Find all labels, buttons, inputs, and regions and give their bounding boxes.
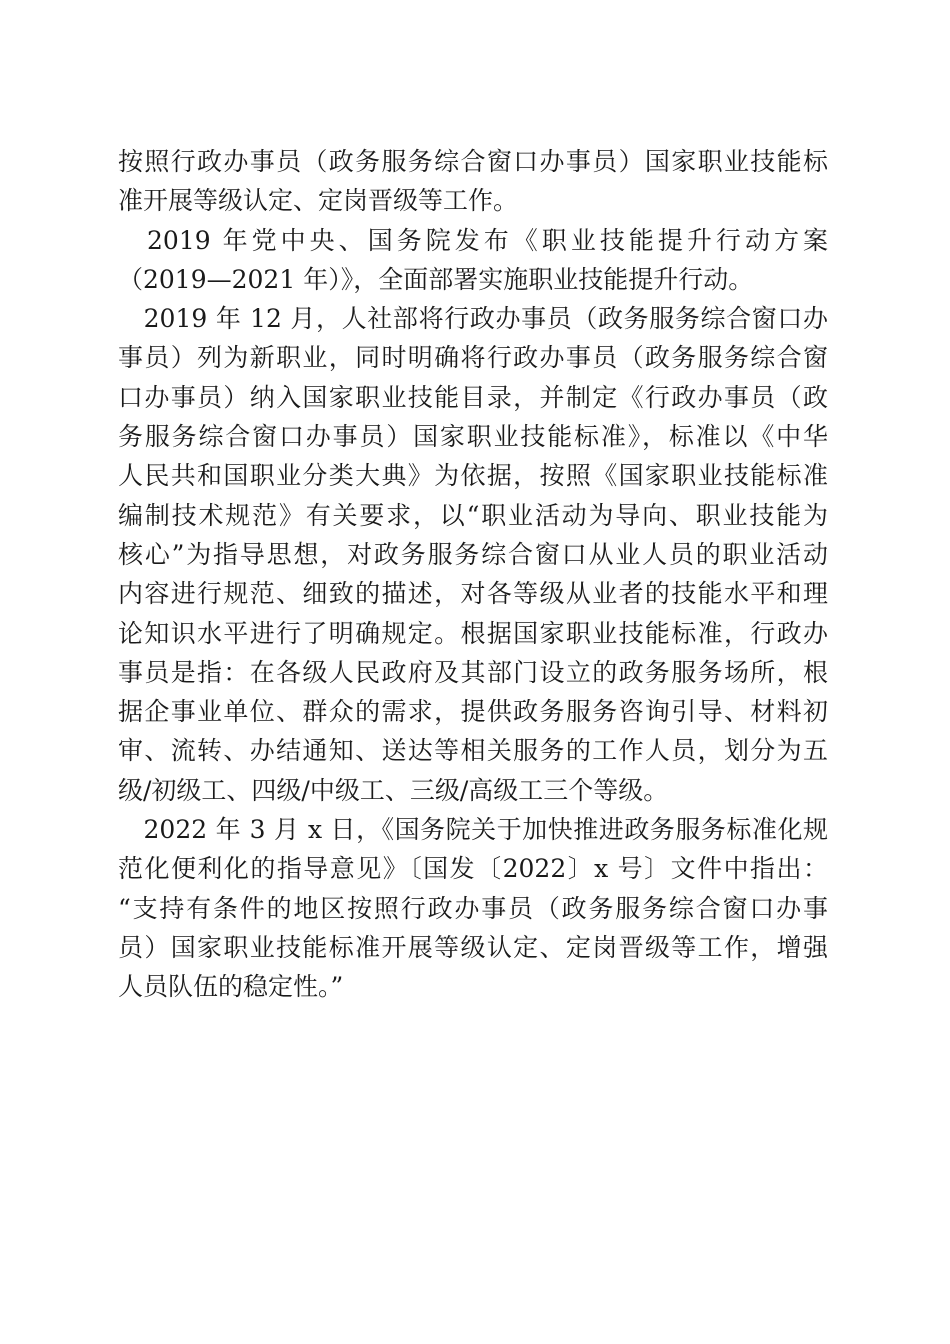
body-line: 人员队伍的稳定性。” xyxy=(118,972,344,1002)
document-body xyxy=(118,142,828,1007)
body-line: 人民共和国职业分类大典》为依据，按照《国家职业技能标准 xyxy=(118,461,828,491)
body-line: 务服务综合窗口办事员）国家职业技能标准》，标准以《中华 xyxy=(118,422,828,452)
body-line: 据企事业单位、群众的需求，提供政务服务咨询引导、材料初 xyxy=(118,697,828,727)
body-line: 员）国家职业技能标准开展等级认定、定岗晋级等工作，增强 xyxy=(118,932,828,962)
body-line: 内容进行规范、细致的描述，对各等级从业者的技能水平和理 xyxy=(118,579,828,609)
body-line: 事员）列为新职业，同时明确将行政办事员（政务服务综合窗 xyxy=(118,343,828,373)
body-line: 核心”为指导思想，对政务服务综合窗口从业人员的职业活动 xyxy=(118,539,828,569)
body-line: 2019 年党中央、国务院发布《职业技能提升行动方案 xyxy=(118,225,828,255)
body-line: 论知识水平进行了明确规定。根据国家职业技能标准，行政办 xyxy=(118,618,828,648)
body-line: 事员是指：在各级人民政府及其部门设立的政务服务场所，根 xyxy=(118,657,828,687)
body-line: 2022 年 3 月 x 日，《国务院关于加快推进政务服务标准化规 xyxy=(118,815,828,845)
body-line: 审、流转、办结通知、送达等相关服务的工作人员，划分为五 xyxy=(118,736,828,766)
body-line: 级/初级工、四级/中级工、三级/高级工三个等级。 xyxy=(118,775,669,805)
body-line: 2019 年 12 月，人社部将行政办事员（政务服务综合窗口办 xyxy=(118,304,828,334)
body-line: 口办事员）纳入国家职业技能目录，并制定《行政办事员（政 xyxy=(118,382,828,412)
body-line: 范化便利化的指导意见》〔国发〔2022〕x 号〕文件中指出： xyxy=(118,854,828,884)
body-line: （2019—2021 年）》，全面部署实施职业技能提升行动。 xyxy=(118,264,754,294)
body-line: 编制技术规范》有关要求，以“职业活动为导向、职业技能为 xyxy=(118,500,828,530)
body-line: “支持有条件的地区按照行政办事员（政务服务综合窗口办事 xyxy=(118,893,828,923)
body-line: 按照行政办事员（政务服务综合窗口办事员）国家职业技能标 xyxy=(118,147,828,176)
body-line: 准开展等级认定、定岗晋级等工作。 xyxy=(118,186,519,216)
